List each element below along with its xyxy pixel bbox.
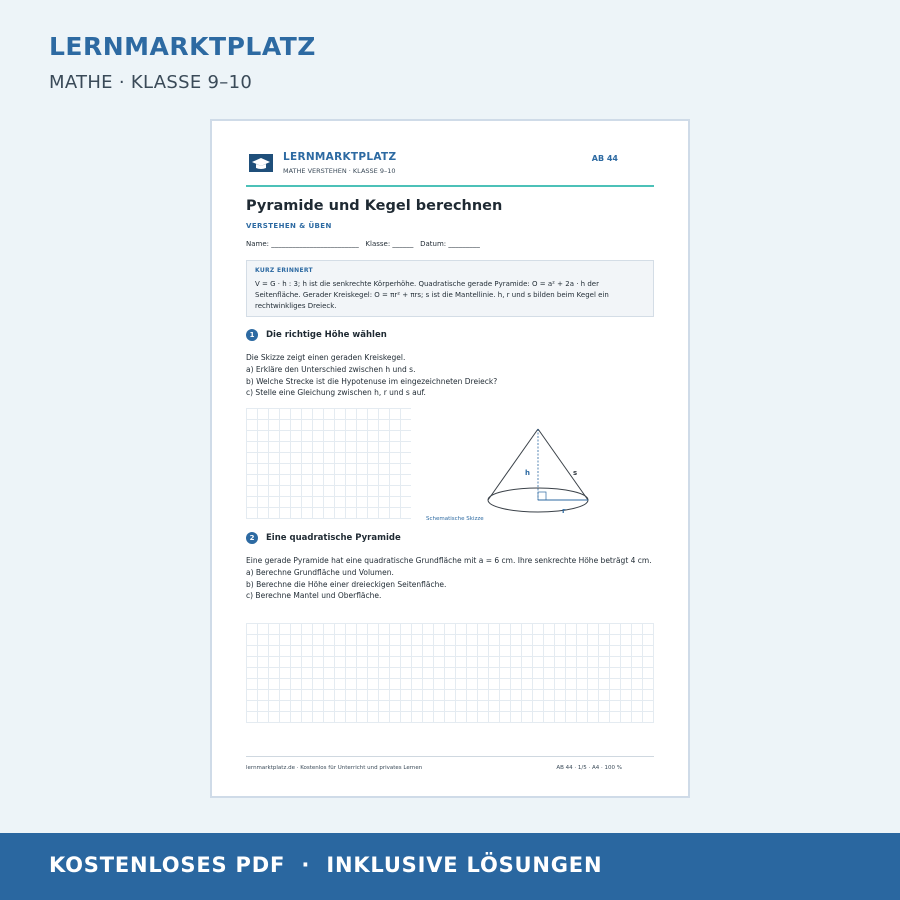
worksheet-preview (210, 119, 690, 798)
sheet-number: AB 44 (591, 154, 618, 163)
task-line: b) Welche Strecke ist die Hypotenuse im eingezeichneten Dreieck? (246, 376, 498, 386)
task-line: a) Erkläre den Unterschied zwischen h und s. (246, 364, 416, 374)
task-line: a) Berechne Grundfläche und Volumen. (246, 567, 394, 577)
brand-title: LERNMARKTPLATZ (49, 32, 316, 61)
label-s: s (573, 469, 578, 477)
task-line: c) Stelle eine Gleichung zwischen h, r und s auf. (246, 388, 426, 398)
worksheet-title: Pyramide und Kegel berechnen (246, 198, 503, 214)
logo-subtitle: MATHE VERSTEHEN · KLASSE 9–10 (283, 167, 396, 175)
task-line: Eine gerade Pyramide hat eine quadratische Grundfläche mit a = 6 cm. Ihre senkrechte Höhe beträgt 4 cm. (246, 556, 652, 565)
footer-page-info: AB 44 · 1/5 · A4 · 100 % (556, 765, 622, 771)
footer-source: lernmarktplatz.de · Kostenlos für Unterricht und privates Lernen (246, 765, 423, 771)
sketch-caption: Schematische Skizze (426, 516, 484, 522)
answer-grid (246, 408, 411, 519)
answer-grid (246, 623, 654, 723)
name-class-date-line: Name: _________________________ Klasse: ______ Datum: _________ (246, 240, 480, 248)
brand-subtitle: MATHE · KLASSE 9–10 (49, 72, 253, 93)
label-h: h (525, 469, 530, 477)
task-1-text (246, 352, 654, 399)
task-2-text (246, 555, 654, 602)
header-divider (246, 185, 654, 187)
task-line: Die Skizze zeigt einen geraden Kreiskegel. (246, 353, 406, 362)
graduation-cap-icon (248, 153, 274, 173)
footer-divider (246, 756, 654, 757)
task-1-header (246, 329, 387, 341)
promo-banner (0, 833, 900, 900)
task-number-badge: 2 (246, 532, 258, 544)
task-title: Eine quadratische Pyramide (266, 533, 401, 543)
cone-sketch (482, 424, 594, 516)
task-title: Die richtige Höhe wählen (266, 330, 387, 340)
worksheet-subtitle: VERSTEHEN & ÜBEN (246, 222, 332, 230)
task-number-badge: 1 (246, 329, 258, 341)
banner-text: KOSTENLOSES PDF · INKLUSIVE LÖSUNGEN (49, 853, 603, 877)
logo-title: LERNMARKTPLATZ (283, 151, 397, 163)
worksheet-content (246, 121, 656, 796)
task-line: c) Berechne Mantel und Oberfläche. (246, 591, 382, 601)
reminder-box (246, 260, 654, 317)
label-r: r (562, 507, 566, 515)
task-2-header (246, 532, 401, 544)
reminder-text: V = G · h : 3; h ist die senkrechte Körperhöhe. Quadratische gerade Pyramide: O = a² + 2a · h der Seitenfläche. Gerader Kreiskegel: O = πr² + πrs; s ist die Mantellinie. h, r und s bilden beim Kegel ein rechtwinkliges Dreieck. (255, 280, 609, 310)
task-line: b) Berechne die Höhe einer dreieckigen Seitenfläche. (246, 579, 447, 589)
reminder-label: KURZ ERINNERT (255, 267, 313, 274)
